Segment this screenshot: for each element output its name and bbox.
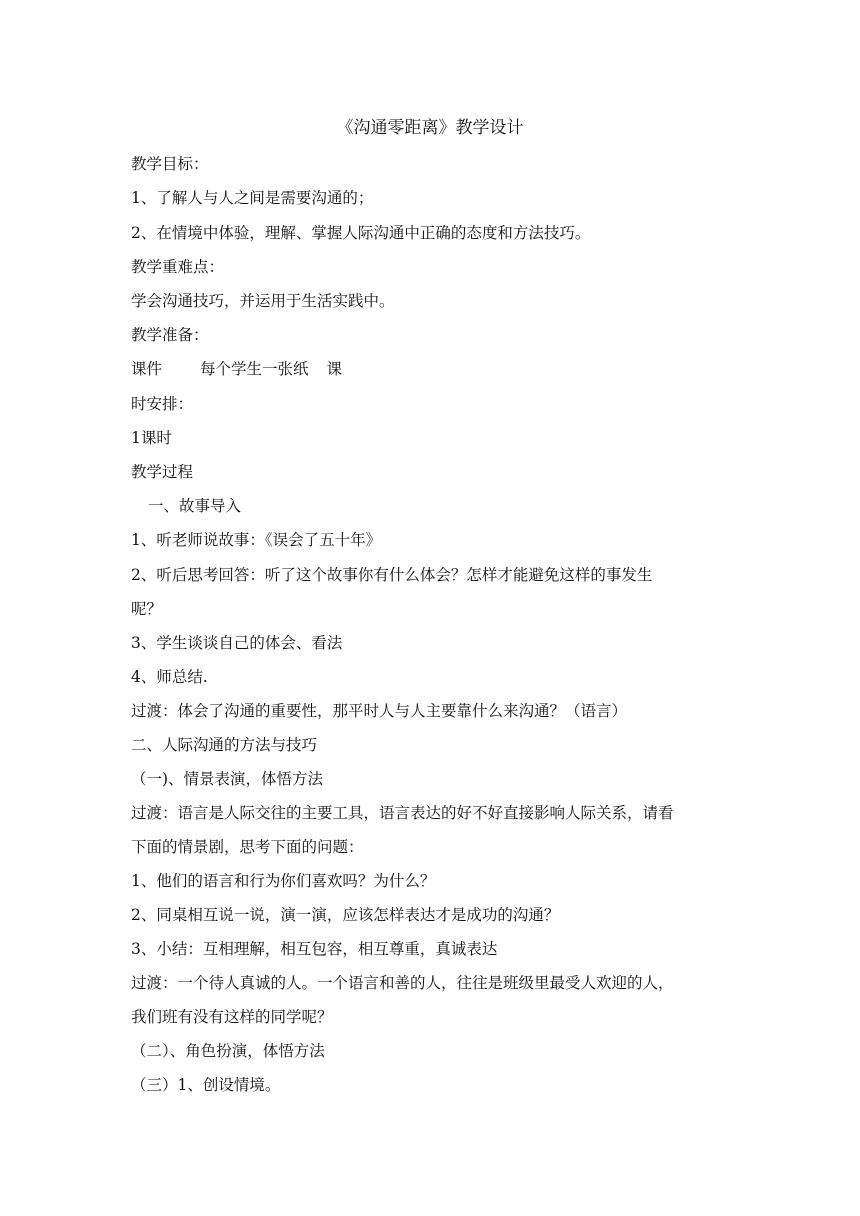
- goal-item-1: 1、了解人与人之间是需要沟通的；: [131, 189, 374, 207]
- goal-item-2: 2、在情境中体验，理解、掌握人际沟通中正确的态度和方法技巧。: [131, 224, 591, 242]
- key-points-heading: 教学重难点：: [131, 258, 225, 276]
- preparation-items: [131, 357, 342, 381]
- transition-3-line-1: 过渡：一个待人真诚的人。一个语言和善的人，往往是班级里最受人欢迎的人，: [131, 974, 674, 992]
- section-2-item-1: 1、他们的语言和行为你们喜欢吗？为什么？: [131, 872, 436, 890]
- transition-3-line-2: 我们班有没有这样的同学呢？: [131, 1008, 333, 1026]
- process-heading: 教学过程: [131, 463, 194, 481]
- section-1-item-4: 4、师总结.: [131, 668, 208, 686]
- document-title: 《沟通零距离》教学设计: [336, 118, 524, 138]
- section-2-item-2: 2、同桌相互说一说，演一演，应该怎样表达才是成功的沟通？: [131, 906, 560, 924]
- key-points-text: 学会沟通技巧，并运用于生活实践中。: [131, 292, 395, 310]
- transition-2-line-1: 过渡：语言是人际交往的主要工具，语言表达的好不好直接影响人际关系，请看: [131, 804, 674, 822]
- goals-heading: 教学目标：: [131, 155, 209, 173]
- section-1-item-2-line-2: 呢？: [131, 600, 163, 618]
- transition-1: 过渡：体会了沟通的重要性，那平时人与人主要靠什么来沟通？（语言）: [131, 702, 628, 720]
- section-2-heading: 二、人际沟通的方法与技巧: [131, 736, 318, 754]
- subsection-2-heading: （二）、角色扮演，体悟方法: [131, 1042, 325, 1060]
- preparation-heading: 教学准备：: [131, 326, 209, 344]
- time-text: 1课时: [131, 429, 172, 447]
- prep-item-courseware: 课件: [131, 360, 163, 378]
- time-heading: 时安排：: [131, 395, 194, 413]
- section-1-item-3: 3、学生谈谈自己的体会、看法: [131, 634, 343, 652]
- subsection-3-heading: （三）1、创设情境。: [131, 1076, 281, 1094]
- prep-item-lesson: 课: [326, 360, 343, 378]
- prep-item-paper: 每个学生一张纸: [200, 360, 309, 378]
- section-1-heading: 一、故事导入: [148, 497, 242, 515]
- section-1-item-2-line-1: 2、听后思考回答：听了这个故事你有什么体会？怎样才能避免这样的事发生: [131, 566, 653, 584]
- subsection-1-heading: （一)、情景表演，体悟方法: [131, 770, 324, 788]
- transition-2-line-2: 下面的情景剧，思考下面的问题：: [131, 838, 364, 856]
- section-2-item-3: 3、小结：互相理解，相互包容，相互尊重，真诚表达: [131, 940, 498, 958]
- section-1-item-1: 1、听老师说故事：《误会了五十年》: [131, 531, 382, 549]
